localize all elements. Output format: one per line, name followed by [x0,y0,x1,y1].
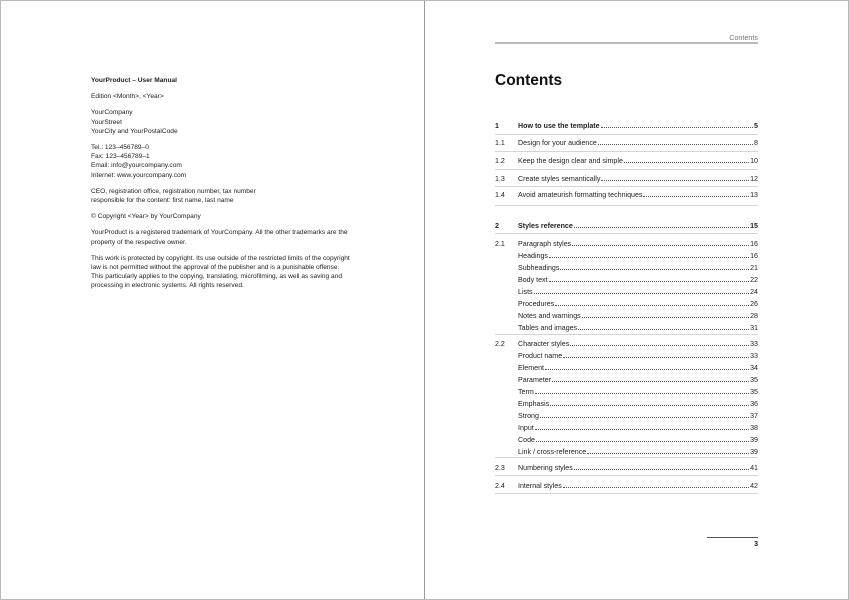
toc-entry-page: 28 [750,312,758,320]
toc-entry-line [518,121,758,131]
toc-entry-line [518,174,758,184]
toc-entry-page: 8 [754,139,758,147]
toc-entry-number: 1.1 [495,139,505,147]
toc-dot-leader [563,357,749,358]
toc-separator [495,457,758,458]
toc-entry-line [518,423,758,433]
trademark-line: YourProduct is a registered trademark of YourCompany. All the other trademarks are the [91,229,348,237]
toc-entry-page: 21 [750,264,758,272]
toc-dot-leader [578,329,749,330]
address-line: YourStreet [91,118,122,126]
toc-entry-number: 1.2 [495,157,505,165]
toc-entry-label: Body text [518,276,548,284]
running-header: Contents [729,33,758,42]
toc-entry-line [518,447,758,457]
toc-entry[interactable] [495,275,758,285]
toc-entry-line [518,251,758,261]
toc-entry-page: 42 [750,482,758,490]
toc-entry-number: 2 [495,222,499,230]
toc-entry-line [518,287,758,297]
toc-dot-leader [560,269,749,270]
legal-line: This particularly applies to the copying, translating, microfilming, as well as saving and [91,273,343,281]
toc-entry-page: 41 [750,464,758,472]
toc-entry[interactable] [495,156,758,166]
toc-entry-label: Numbering styles [518,464,573,472]
toc-dot-leader [549,281,750,282]
toc-entry-page: 33 [750,340,758,348]
toc-separator [495,493,758,494]
contents-page [425,0,849,600]
imprint-contact [91,143,361,180]
toc-entry[interactable] [495,481,758,491]
toc-entry[interactable] [495,351,758,361]
imprint-registration [91,187,361,205]
toc-entry[interactable] [495,121,758,131]
toc-entry-label: Strong [518,412,539,420]
toc-entry-label: Link / cross-reference [518,448,587,456]
toc-entry-line [518,190,758,200]
page-title: Contents [495,72,563,89]
toc-entry[interactable] [495,375,758,385]
toc-entry[interactable] [495,435,758,445]
toc-entry[interactable] [495,174,758,184]
toc-entry-page: 35 [750,376,758,384]
toc-entry-number: 2.2 [495,340,505,348]
toc-entry-label: Code [518,436,535,444]
toc-dot-leader [536,441,749,442]
toc-dot-leader [587,453,749,454]
toc-separator [495,334,758,335]
toc-entry[interactable] [495,138,758,148]
toc-entry-page: 22 [750,276,758,284]
toc-entry-page: 5 [754,122,758,130]
address-line: YourCompany [91,109,133,117]
toc-entry-line [518,351,758,361]
toc-dot-leader [549,257,749,258]
toc-separator [495,186,758,187]
toc-entry-number: 2.4 [495,482,505,490]
toc-entry-page: 37 [750,412,758,420]
toc-dot-leader [598,144,753,145]
toc-entry-page: 33 [750,352,758,360]
toc-dot-leader [563,487,749,488]
toc-entry-label: Tables and images [518,324,578,332]
toc-dot-leader [552,381,749,382]
toc-entry[interactable] [495,399,758,409]
contact-line: Email: info@yourcompany.com [91,162,182,170]
legal-line: This work is protected by copyright. Its use outside of the restricted limits of the copyright [91,254,350,262]
toc-entry-page: 34 [750,364,758,372]
toc-entry-number: 2.3 [495,464,505,472]
toc-entry-number: 1 [495,122,499,130]
toc-entry-label: Parameter [518,376,552,384]
toc-separator [495,169,758,170]
toc-dot-leader [574,469,749,470]
toc-entry-page: 12 [750,175,758,183]
toc-separator [495,233,758,234]
contact-line: Internet: www.yourcompany.com [91,171,187,179]
toc-entry[interactable] [495,363,758,373]
contact-line: Fax: 123–456789–1 [91,153,150,161]
toc-entry-page: 26 [750,300,758,308]
toc-entry-number: 1.4 [495,191,505,199]
toc-entry-line [518,411,758,421]
toc-entry-line [518,339,758,349]
imprint-block [91,76,361,298]
toc-entry-label: Create styles semantically [518,175,601,183]
toc-entry-label: Emphasis [518,400,550,408]
imprint-legal [91,254,361,291]
toc-entry[interactable] [495,287,758,297]
toc-entry-label: Design for your audience [518,139,597,147]
imprint-page [0,0,424,600]
toc-entry[interactable] [495,221,758,231]
toc-entry[interactable] [495,339,758,349]
toc-entry-line [518,156,758,166]
toc-dot-leader [540,417,749,418]
legal-line: processing in electronic systems. All rights reserved. [91,282,244,290]
toc-entry-page: 31 [750,324,758,332]
toc-entry-page: 10 [750,157,758,165]
address-line: YourCity and YourPostalCode [91,127,178,135]
toc-dot-leader [582,317,749,318]
page-number: 3 [754,541,758,548]
toc-entry-line [518,323,758,333]
toc-entry-label: Product name [518,352,563,360]
toc-entry[interactable] [495,411,758,421]
trademark-line: property of the respective owner. [91,238,187,246]
toc-entry[interactable] [495,423,758,433]
toc-entry-line [518,363,758,373]
toc-separator [495,475,758,476]
registration-line: responsible for the content: first name, last name [91,197,234,205]
toc-dot-leader [624,162,749,163]
toc-entry-label: How to use the template [518,122,600,130]
toc-entry-line [518,221,758,231]
toc-dot-leader [643,196,749,197]
toc-dot-leader [535,429,749,430]
toc-entry[interactable] [495,463,758,473]
toc-entry-label: Keep the design clear and simple [518,157,623,165]
toc-entry-line [518,299,758,309]
toc-entry-line [518,399,758,409]
toc-entry[interactable] [495,239,758,249]
toc-entry-label: Paragraph styles [518,240,572,248]
toc-entry-page: 38 [750,424,758,432]
toc-entry-page: 15 [750,222,758,230]
toc-entry-label: Input [518,424,534,432]
registration-line: CEO, registration office, registration number, tax number [91,187,256,195]
toc-entry-line [518,463,758,473]
toc-entry[interactable] [495,299,758,309]
footer-rule [707,537,758,538]
toc-dot-leader [535,393,749,394]
toc-entry-line [518,435,758,445]
toc-entry-label: Lists [518,288,533,296]
toc-entry[interactable] [495,263,758,273]
toc-entry-page: 36 [750,400,758,408]
imprint-trademark [91,228,361,246]
toc-entry-line [518,375,758,385]
imprint-address [91,108,361,136]
toc-entry-line [518,275,758,285]
toc-entry-line [518,138,758,148]
toc-entry-label: Avoid amateurish formatting techniques [518,191,643,199]
toc-dot-leader [570,345,749,346]
toc-dot-leader [550,405,749,406]
toc-entry[interactable] [495,323,758,333]
toc-entry-line [518,387,758,397]
header-rule [495,42,758,44]
toc-entry-number: 2.1 [495,240,505,248]
toc-entry-label: Notes and warnings [518,312,581,320]
toc-separator [495,151,758,152]
toc-separator [495,205,758,206]
toc-entry-label: Styles reference [518,222,573,230]
toc-dot-leader [545,369,749,370]
toc-entry-page: 16 [750,252,758,260]
toc-entry-label: Term [518,388,534,396]
toc-dot-leader [601,127,753,128]
toc-dot-leader [601,180,749,181]
toc-entry-line [518,263,758,273]
toc-entry-label: Headings [518,252,548,260]
toc-entry-page: 13 [750,191,758,199]
toc-entry-number: 1.3 [495,175,505,183]
legal-line: law is not permitted without the approval of the publisher and is a punishable offense. [91,264,340,272]
toc-entry-line [518,311,758,321]
toc-entry[interactable] [495,311,758,321]
toc-entry[interactable] [495,251,758,261]
toc-entry-page: 16 [750,240,758,248]
toc-dot-leader [555,305,749,306]
toc-entry[interactable] [495,387,758,397]
imprint-edition: Edition <Month>, <Year> [91,93,164,101]
toc-entry-page: 39 [750,436,758,444]
toc-entry-page: 24 [750,288,758,296]
toc-dot-leader [574,227,749,228]
toc-dot-leader [534,293,750,294]
toc-entry-label: Element [518,364,545,372]
toc-entry-page: 39 [750,448,758,456]
toc-dot-leader [572,245,749,246]
imprint-title: YourProduct – User Manual [91,77,177,84]
toc-entry-page: 35 [750,388,758,396]
toc-entry-line [518,481,758,491]
toc-entry-label: Subheadings [518,264,560,272]
toc-separator [495,134,758,135]
toc-entry-label: Procedures [518,300,555,308]
contact-line: Tel.: 123–456789–0 [91,144,149,152]
toc-entry-label: Internal styles [518,482,562,490]
toc-entry-label: Character styles [518,340,570,348]
toc-entry[interactable] [495,190,758,200]
toc-entry-line [518,239,758,249]
toc-entry[interactable] [495,447,758,457]
imprint-copyright: © Copyright <Year> by YourCompany [91,213,201,221]
